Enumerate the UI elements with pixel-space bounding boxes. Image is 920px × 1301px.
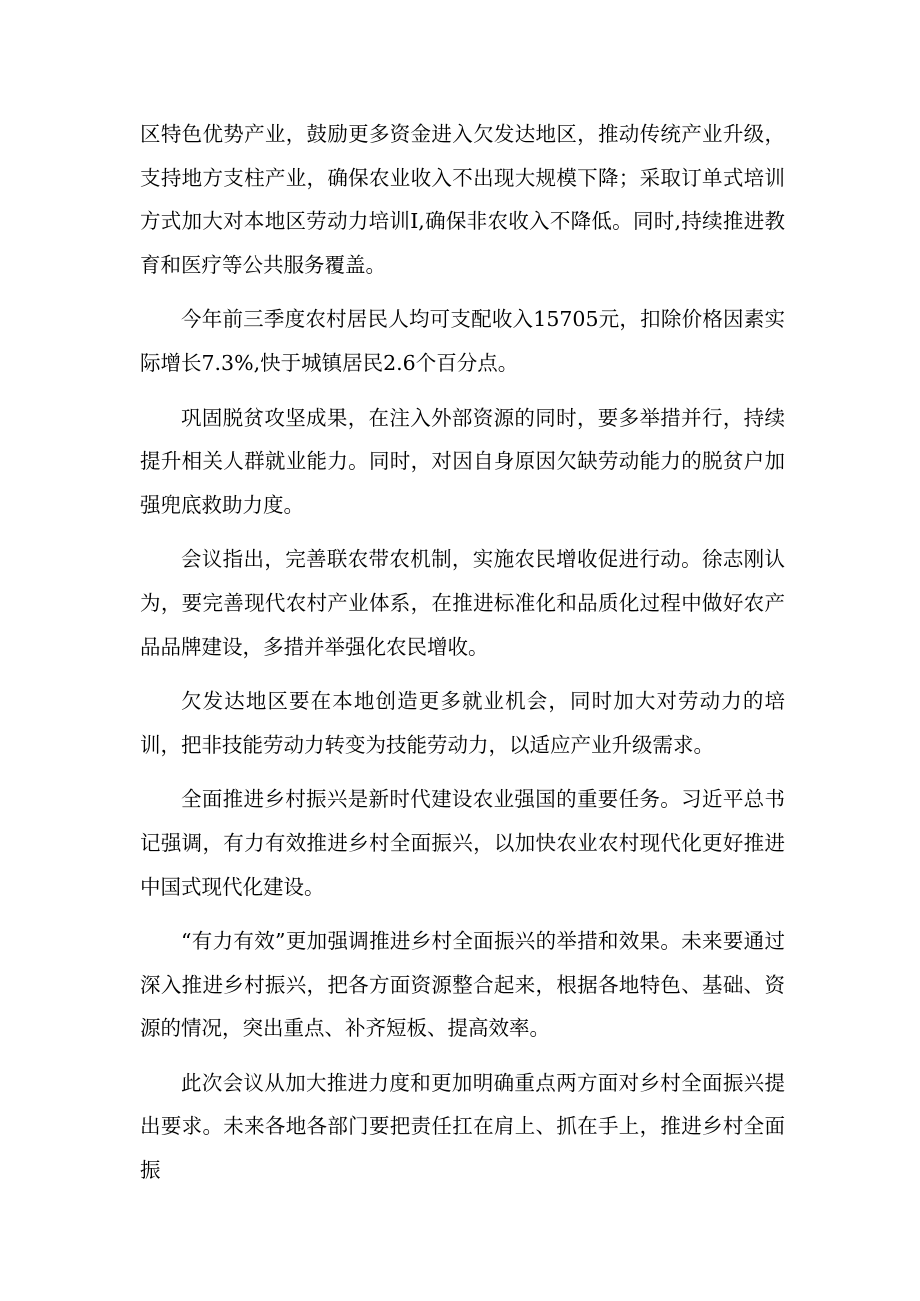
paragraph: 巩固脱贫攻坚成果，在注入外部资源的同时，要多举措并行，持续提升相关人群就业能力。同时，对因自身原因欠缺劳动能力的脱贫户加强兜底救助力度。 [140, 405, 785, 517]
paragraph: 今年前三季度农村居民人均可支配收入15705元，扣除价格因素实际增长7.3%,快于城镇居民2.6个百分点。 [140, 307, 785, 375]
paragraph: 区特色优势产业，鼓励更多资金进入欠发达地区，推动传统产业升级，支持地方支柱产业，确保农业收入不出现大规模下降；采取订单式培训方式加大对本地区劳动力培训I,确保非农收入不降低。同时,持续推进教育和医疗等公共服务覆盖。 [140, 122, 785, 277]
paragraph: 会议指出，完善联农带农机制，实施农民增收促进行动。徐志刚认为，要完善现代农村产业体系，在推进标准化和品质化过程中做好农产品品牌建设，多措并举强化农民增收。 [140, 547, 785, 659]
paragraph: 欠发达地区要在本地创造更多就业机会，同时加大对劳动力的培训，把非技能劳动力转变为技能劳动力，以适应产业升级需求。 [140, 689, 785, 757]
document-body [140, 113, 785, 1204]
paragraph: “有力有效”更加强调推进乡村全面振兴的举措和效果。未来要通过深入推进乡村振兴，把各方面资源整合起来，根据各地特色、基础、资源的情况，突出重点、补齐短板、提高效率。 [140, 929, 785, 1041]
paragraph: 此次会议从加大推进力度和更加明确重点两方面对乡村全面振兴提出要求。未来各地各部门要把责任扛在肩上、抓在手上，推进乡村全面振 [140, 1070, 785, 1183]
paragraph: 全面推进乡村振兴是新时代建设农业强国的重要任务。习近平总书记强调，有力有效推进乡村全面振兴，以加快农业农村现代化更好推进中国式现代化建设。 [140, 787, 785, 899]
